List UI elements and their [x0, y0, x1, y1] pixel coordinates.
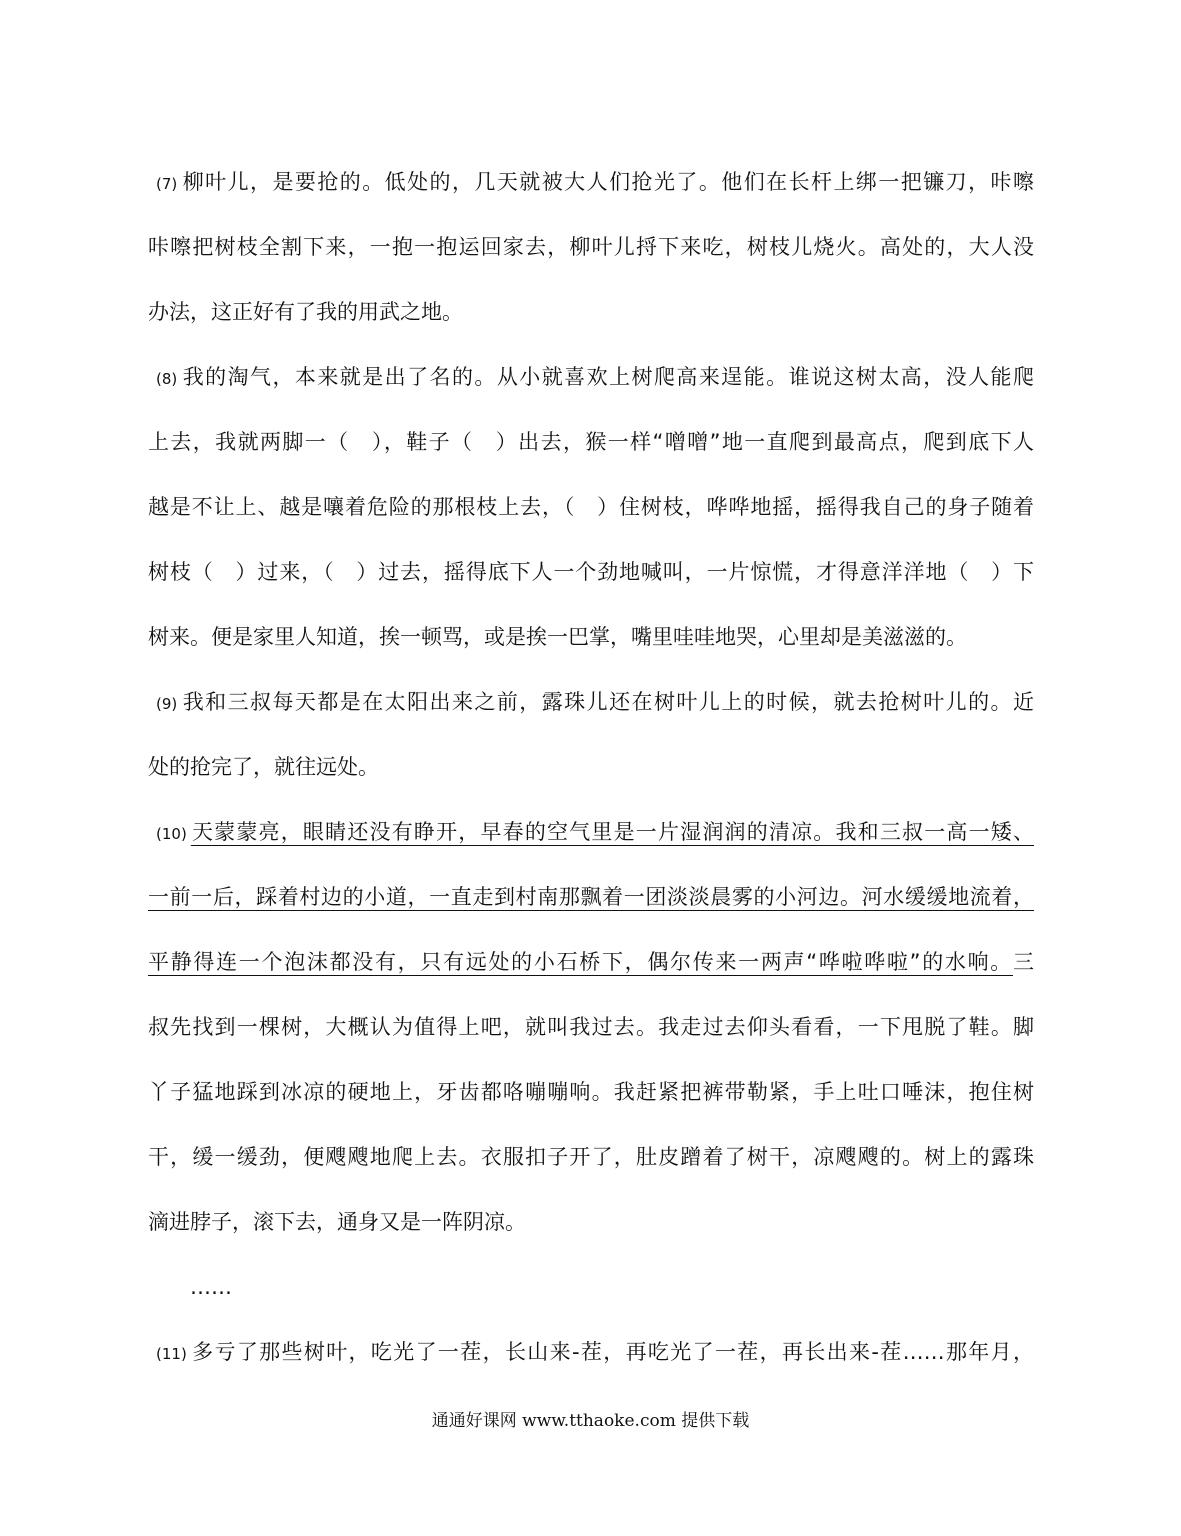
- p11-number: (11): [156, 1345, 187, 1363]
- p10-underlined-text-2: 一前一后，踩着村边的小道，一直走到村南那飘着一团淡淡晨雾的小河边。河水缓缓地流着，: [148, 885, 1034, 909]
- p8-line-5: 树来。便是家里人知道，挨一顿骂，或是挨一巴掌，嘴里哇哇地哭，心里却是美滋滋的。: [148, 625, 967, 649]
- p8-line-4: 树枝（ ）过来，（ ）过去，摇得底下人一个劲地喊叫，一片惊慌，才得意洋洋地（ ）下: [148, 560, 1034, 584]
- p9-line-1: [148, 670, 1034, 735]
- passage-body: [148, 150, 1034, 1385]
- p8-line-2: 上去，我就两脚一（ ），鞋子（ ）出去，猴一样“噌噌”地一直爬到最高点，爬到底下人: [148, 430, 1034, 454]
- p10-line-3: [148, 930, 1034, 995]
- p10-line-5: 丫子猛地踩到冰凉的硬地上，牙齿都咯嘣嘣响。我赶紧把裤带勒紧，手上吐口唾沫，抱住树: [148, 1080, 1034, 1104]
- p8-line-3: 越是不让上、越是嚷着危险的那根枝上去，（ ）住树枝，哗哗地摇，摇得我自己的身子随着: [148, 495, 1034, 519]
- p7-line-3: 办法，这正好有了我的用武之地。: [148, 300, 463, 324]
- p10-underlined-text-3: 平静得连一个泡沫都没有，只有远处的小石桥下，偶尔传来一两声“哗啦哗啦”的水响。: [148, 950, 1013, 974]
- p9-line-2: 处的抢完了，就往远处。: [148, 755, 379, 779]
- p8-number: (8): [156, 370, 178, 388]
- p7-line-2: 咔嚓把树枝全割下来，一抱一抱运回家去，柳叶儿捋下来吃，树枝儿烧火。高处的，大人没: [148, 235, 1034, 259]
- p9-number: (9): [156, 695, 178, 713]
- p10-line-1: [148, 800, 1034, 865]
- p10-underlined-text-1: 天蒙蒙亮，眼睛还没有睁开，早春的空气里是一片湿润润的清凉。我和三叔一高一矮、: [190, 820, 1034, 844]
- p10-line-7: 滴进脖子，滚下去，通身又是一阵阴凉。: [148, 1210, 526, 1234]
- page-footer: 通通好课网 www.tthaoke.com 提供下载: [431, 1411, 750, 1431]
- p8-text-1: 我的淘气，本来就是出了名的。从小就喜欢上树爬高来逞能。谁说这树太高，没人能爬: [181, 365, 1034, 389]
- p9-text-1: 我和三叔每天都是在太阳出来之前，露珠儿还在树叶儿上的时候，就去抢树叶儿的。近: [181, 690, 1034, 714]
- p11-line-1: [148, 1320, 1034, 1385]
- p7-number: (7): [156, 175, 178, 193]
- p11-text-1: 多亏了那些树叶，吃光了一茬，长山来-茬，再吃光了一茬，再长出来-茬……那年月，: [190, 1340, 1034, 1364]
- p7-text-1: 柳叶儿，是要抢的。低处的，几天就被大人们抢光了。他们在长杆上绑一把镰刀，咔嚓: [181, 170, 1034, 194]
- p10-line-6: 干，缓一缓劲，便飕飕地爬上去。衣服扣子开了，肚皮蹭着了树干，凉飕飕的。树上的露珠: [148, 1145, 1034, 1169]
- p10-line-2: [148, 865, 1034, 930]
- p8-line-1: [148, 345, 1034, 410]
- ellipsis-line: ……: [190, 1275, 232, 1299]
- p10-text-3-rest: 三: [1013, 950, 1034, 974]
- p10-line-4: 叔先找到一棵树，大概认为值得上吧，就叫我过去。我走过去仰头看看，一下甩脱了鞋。脚: [148, 1015, 1034, 1039]
- p10-number: (10): [156, 825, 187, 843]
- p7-line-1: [148, 150, 1034, 215]
